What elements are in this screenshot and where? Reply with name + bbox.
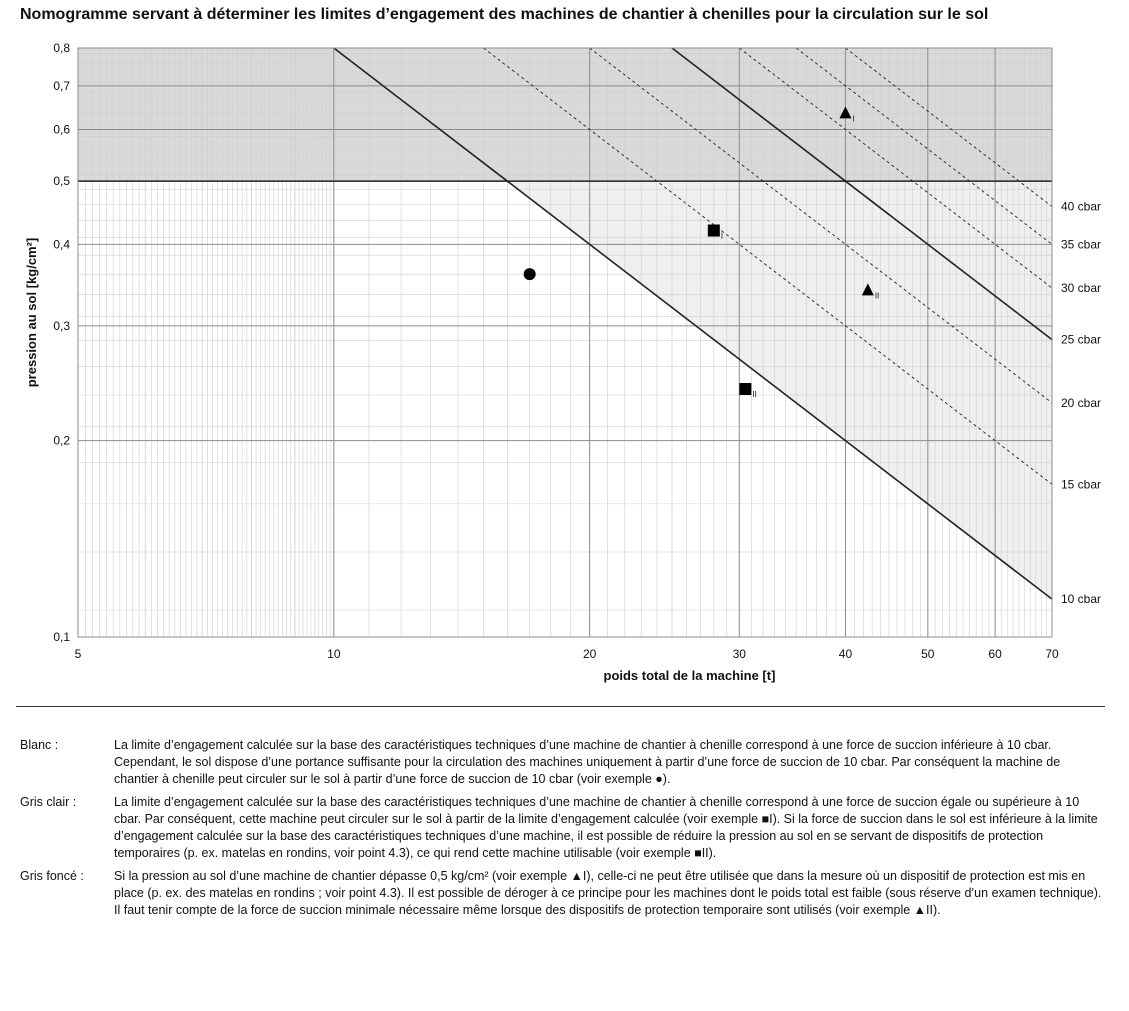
y-tick-label: 0,2: [53, 433, 70, 448]
x-tick-label: 40: [838, 647, 853, 661]
point-sub-label: II: [752, 390, 757, 400]
legend-term-dark-grey: Gris foncé :: [20, 869, 84, 883]
suction-label-0: 10 cbar: [1061, 592, 1102, 607]
x-axis-label: poids total de la machine [t]: [603, 668, 776, 683]
x-tick-label: 70: [1045, 647, 1059, 661]
line-labels: [1061, 200, 1101, 607]
x-tick-label: 20: [582, 647, 597, 661]
x-tick-label: 30: [732, 647, 746, 661]
suction-label-6: 40 cbar: [1061, 199, 1102, 214]
point-square-1: [708, 225, 720, 237]
x-tick-label: 50: [921, 647, 935, 661]
y-tick-label: 0,7: [53, 78, 70, 93]
divider: [16, 706, 1105, 707]
point-square-2: [739, 383, 751, 395]
y-tick-label: 0,1: [53, 630, 70, 644]
suction-label-5: 35 cbar: [1061, 237, 1102, 252]
legend-text-light-grey: La limite d’engagement calculée sur la base des caractéristiques techniques d’une machine de chantier à chenille correspond à une force de succion égale ou supérieure à 10 cbar. Par conséquent, cette machine peut circuler sur le sol à partir de la limite d’engagement calculée (voir exemple ■I). Si la force de succion dans le sol est inférieure à la limite d’engagement calculée sur la base des caractéristiques techniques d’une machine, il est possible de réduire la pression au sol en se servant de dispositifs de protection temporaires (p. ex. matelas en rondins, voir point 4.3), ce qui rend cette machine utilisable (voir exemple ■II).: [114, 795, 1098, 860]
legend-term-light-grey: Gris clair :: [20, 795, 77, 809]
suction-label-2: 20 cbar: [1061, 395, 1102, 410]
y-tick-label: 0,8: [53, 41, 70, 55]
legend-dark-grey: [20, 868, 1105, 919]
zones: [78, 48, 1052, 599]
legend-text-white: La limite d’engagement calculée sur la base des caractéristiques techniques d’une machine de chantier à chenille correspond à une force de succion inférieure à 10 cbar. Cependant, le sol dispose d’une portance suffisante pour la circulation des machines uniquement à partir d’une force de succion de 10 cbar. Par conséquent la machine de chantier à chenille peut circuler sur le sol à partir d’une force de succion de 10 cbar (voir exemple ●).: [114, 738, 1061, 786]
chart-title: Nomogramme servant à déterminer les limites d’engagement des machines de chantier à chenilles pour la circulation sur le sol: [20, 6, 989, 23]
suction-label-1: 15 cbar: [1061, 477, 1102, 492]
zone-dark-grey: [78, 48, 1052, 181]
y-tick-label: 0,3: [53, 318, 70, 333]
y-tick-label: 0,6: [53, 122, 70, 137]
x-tick-label: 60: [988, 647, 1002, 661]
legend-text-dark-grey: Si la pression au sol d’une machine de chantier dépasse 0,5 kg/cm² (voir exemple ▲I), celle-ci ne peut être utilisée que dans la mesure où un dispositif de protection est mis en place (p. ex. des matelas en rondins ; voir point 4.3). Il est possible de déroger à ce principe pour les machines dont le poids total est faible (sous réserve d’un examen technique). Il faut tenir compte de la force de succion minimale nécessaire même lorsque des dispositifs de protection temporaire sont utilisés (voir exemple ▲II).: [114, 869, 1102, 917]
legend-term-white: Blanc :: [20, 738, 59, 752]
point-circle: [524, 268, 536, 280]
suction-label-4: 30 cbar: [1061, 280, 1102, 295]
x-tick-label: 10: [327, 647, 341, 661]
y-tick-label: 0,5: [53, 174, 70, 189]
point-sub-label: I: [720, 231, 724, 241]
x-tick-label: 5: [74, 647, 82, 661]
y-axis-label: pression au sol [kg/cm²]: [24, 237, 39, 388]
legend: [20, 737, 1105, 925]
point-sub-label: II: [874, 291, 880, 301]
legend-white: [20, 737, 1105, 788]
point-sub-label: I: [852, 114, 855, 124]
suction-label-3: 25 cbar: [1061, 332, 1102, 347]
y-tick-label: 0,4: [53, 237, 70, 252]
legend-light-grey: [20, 794, 1105, 862]
